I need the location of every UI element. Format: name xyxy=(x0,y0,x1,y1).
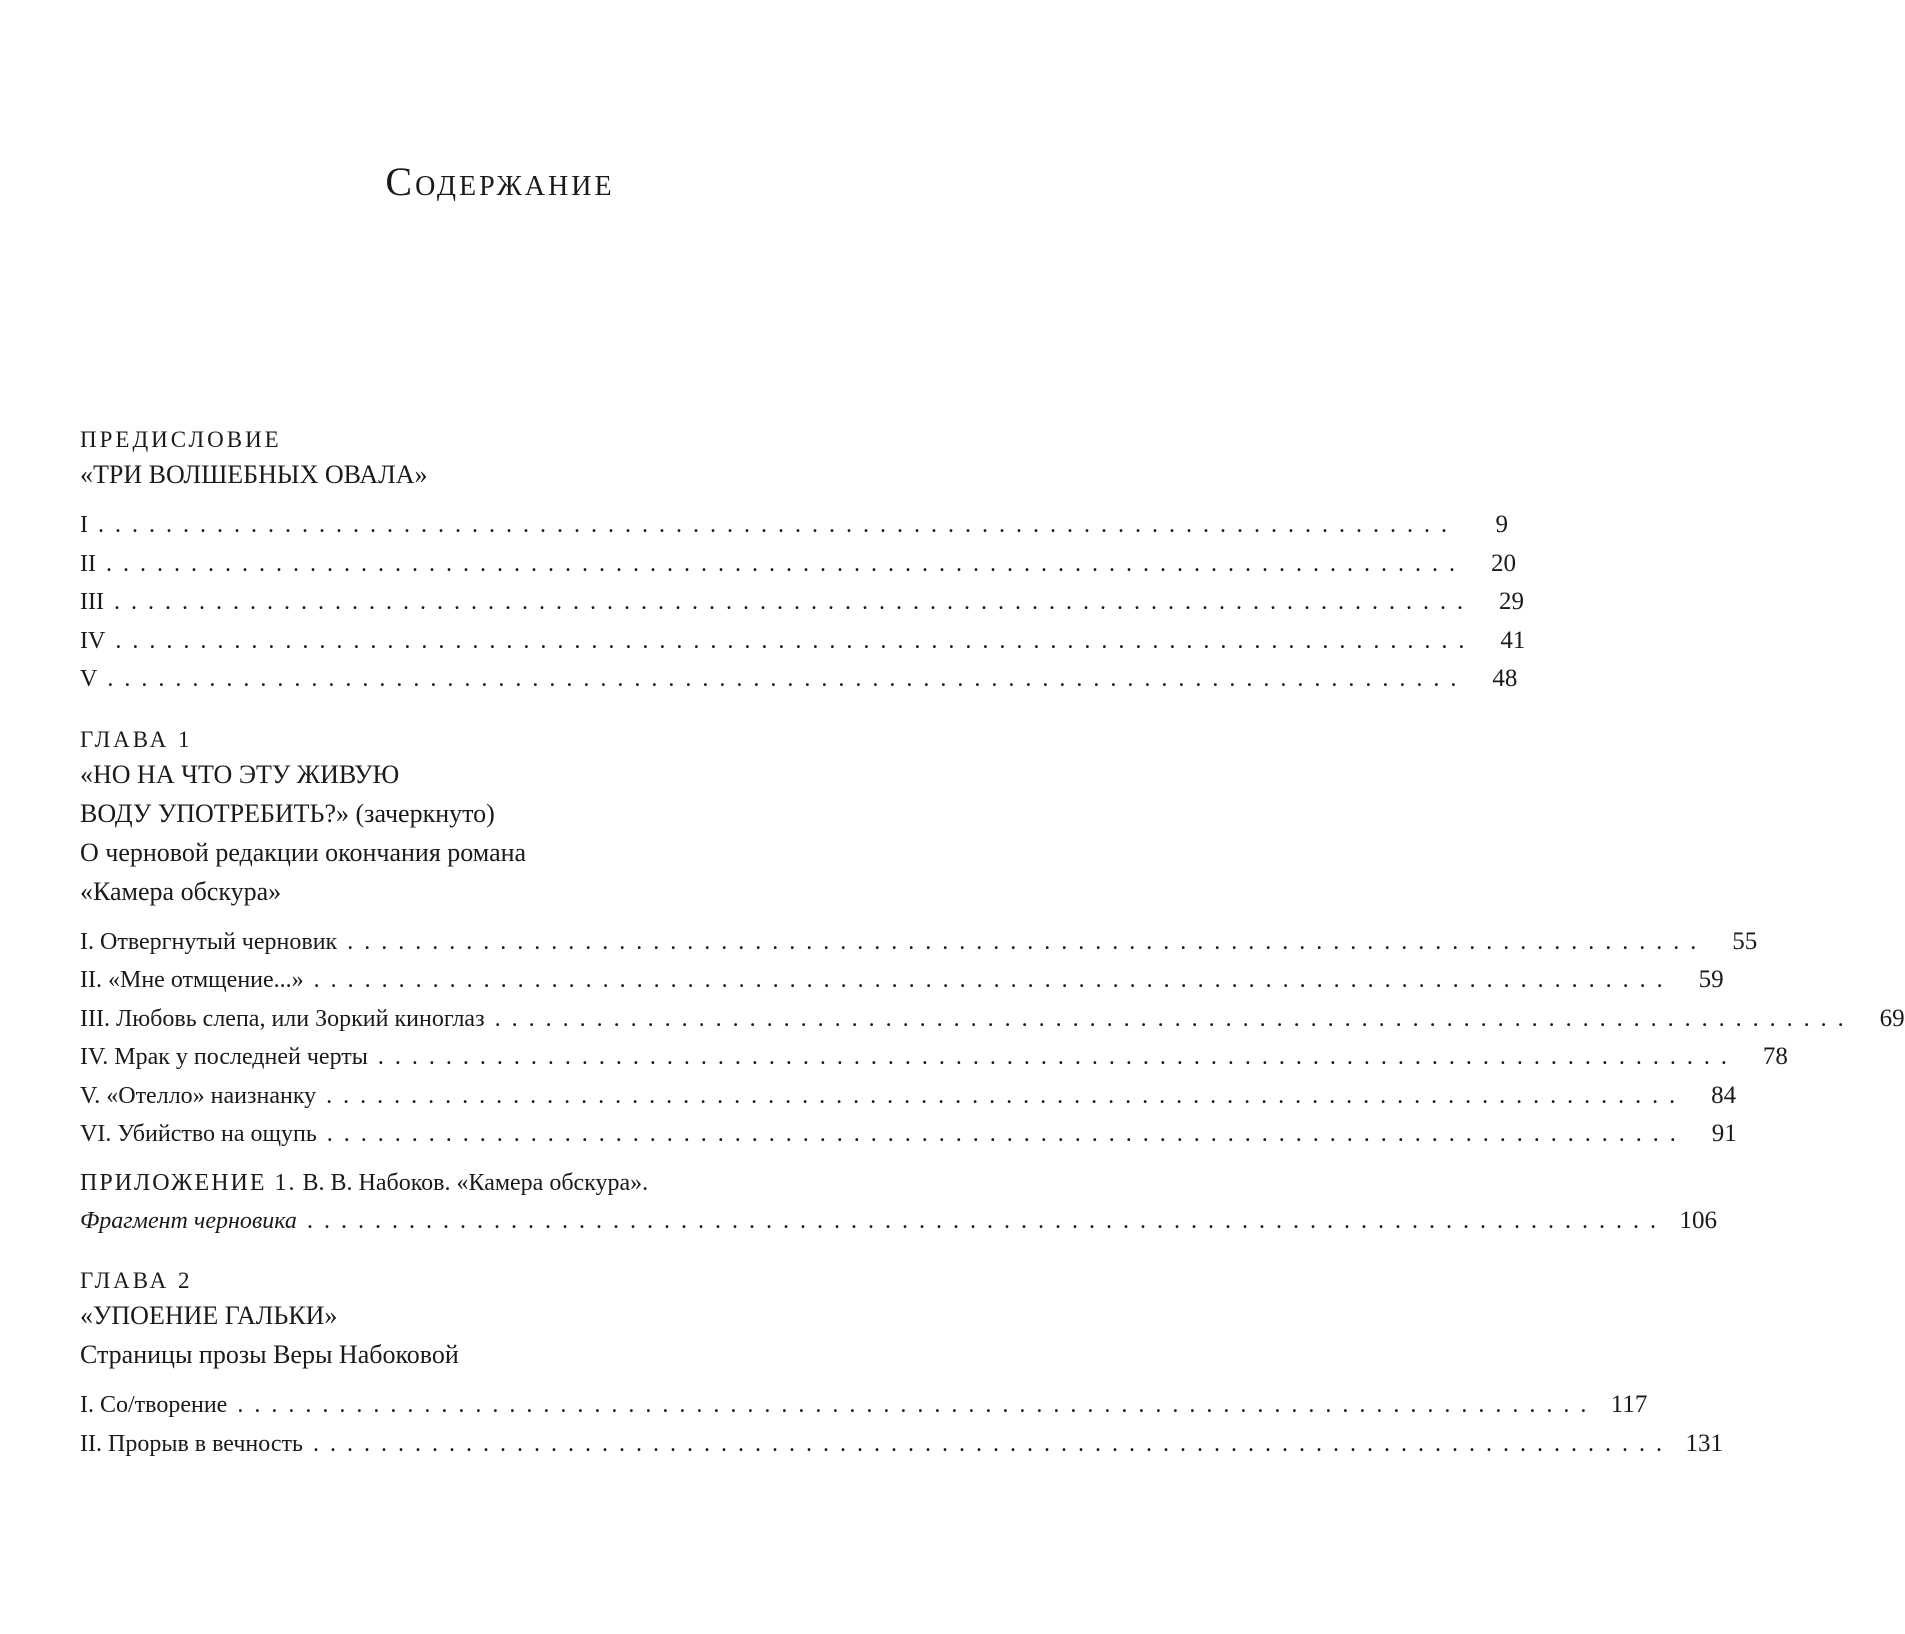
table-of-contents xyxy=(80,425,1905,1463)
entry-page: 48 xyxy=(1492,665,1518,692)
toc-entry[interactable] xyxy=(80,1000,1905,1039)
entry-list xyxy=(80,923,1905,1154)
appendix-title-line xyxy=(80,1164,910,1202)
section-chapter-2 xyxy=(80,1266,1723,1463)
toc-entry[interactable] xyxy=(80,660,1518,699)
entry-page: 91 xyxy=(1711,1120,1737,1147)
dot-leader: ................................................................................ xyxy=(312,1430,1673,1457)
toc-entry[interactable] xyxy=(80,1077,1737,1116)
toc-entry[interactable] xyxy=(80,583,1524,622)
toc-entry[interactable] xyxy=(80,1425,1723,1464)
entry-label: III. Любовь слепа, или Зоркий киноглаз xyxy=(80,1005,485,1032)
toc-entry[interactable] xyxy=(80,622,1526,661)
dot-leader: ................................................................................ xyxy=(313,967,1674,993)
section-chapter-1 xyxy=(80,725,1905,1241)
entry-list xyxy=(80,1386,1723,1463)
section-label: ГЛАВА 1 xyxy=(80,726,193,752)
entry-page: 41 xyxy=(1500,626,1526,654)
appendix-label: ПРИЛОЖЕНИЕ 1. xyxy=(80,1169,297,1196)
entry-page: 84 xyxy=(1711,1081,1737,1109)
dot-leader: ................................................................................ xyxy=(377,1044,1738,1070)
section-title-line: «НО НА ЧТО ЭТУ ЖИВУЮ xyxy=(80,759,400,789)
section-preface xyxy=(80,425,1526,699)
entry-label: I. Отвергнутый черновик xyxy=(80,928,338,955)
page-title: Содержание xyxy=(385,159,615,204)
dot-leader: ................................................................................ xyxy=(107,666,1468,692)
entry-page: 29 xyxy=(1498,588,1524,615)
entry-page: 78 xyxy=(1762,1043,1788,1070)
entry-label: Фрагмент черновика xyxy=(80,1207,297,1234)
entry-label: IV xyxy=(80,627,106,654)
dot-leader: ................................................................................ xyxy=(494,1005,1855,1032)
entry-page: 117 xyxy=(1610,1391,1648,1418)
entry-list xyxy=(80,506,1526,699)
entry-label: V. «Отелло» наизнанку xyxy=(80,1082,317,1109)
toc-entry[interactable] xyxy=(80,923,1758,962)
section-title-line: ВОДУ УПОТРЕБИТЬ?» (зачеркнуто) xyxy=(80,798,495,828)
entry-label: V xyxy=(80,666,98,692)
entry-page: 55 xyxy=(1732,927,1758,955)
section-subtitle-line: «Камера обскура» xyxy=(80,876,282,906)
dot-leader: ................................................................................ xyxy=(326,1121,1687,1147)
entry-label: IV. Мрак у последней черты xyxy=(80,1044,368,1070)
toc-entry xyxy=(80,1202,1717,1241)
section-title: «УПОЕНИЕ ГАЛЬКИ» xyxy=(80,1301,338,1330)
dot-leader: ................................................................................ xyxy=(115,627,1476,654)
entry-page: 20 xyxy=(1490,549,1516,577)
entry-label: I xyxy=(80,512,88,538)
entry-page: 131 xyxy=(1685,1429,1723,1457)
dot-leader: ................................................................................ xyxy=(306,1207,1667,1234)
dot-leader: ................................................................................ xyxy=(113,589,1474,615)
dot-leader: ................................................................................ xyxy=(105,550,1466,577)
entry-page: 9 xyxy=(1495,511,1508,538)
entry-label: II. Прорыв в вечность xyxy=(80,1430,303,1457)
section-subtitle: Страницы прозы Веры Набоковой xyxy=(80,1340,459,1369)
section-label: ГЛАВА 2 xyxy=(80,1268,193,1293)
entry-page: 59 xyxy=(1698,966,1724,993)
toc-entry[interactable] xyxy=(80,1115,1737,1154)
dot-leader: ................................................................................ xyxy=(347,928,1708,955)
section-label: ПРЕДИСЛОВИЕ xyxy=(80,427,282,452)
section-subtitle-line: О черновой редакции окончания романа xyxy=(80,837,527,867)
toc-entry[interactable] xyxy=(80,1038,1788,1077)
toc-entry[interactable] xyxy=(80,506,1508,545)
entry-label: II xyxy=(80,550,96,577)
toc-entry[interactable] xyxy=(80,961,1724,1000)
entry-label: III xyxy=(80,589,104,615)
entry-label: I. Со/творение xyxy=(80,1392,228,1418)
toc-entry[interactable] xyxy=(80,1386,1648,1425)
dot-leader: ................................................................................ xyxy=(237,1392,1598,1418)
section-title: «ТРИ ВОЛШЕБНЫХ ОВАЛА» xyxy=(80,460,428,489)
entry-page: 106 xyxy=(1679,1206,1717,1234)
appendix-entry[interactable] xyxy=(80,1164,1717,1241)
appendix-text: В. В. Набоков. «Камера обскура». xyxy=(302,1169,649,1196)
entry-label: II. «Мне отмщение...» xyxy=(80,967,304,993)
entry-label: VI. Убийство на ощупь xyxy=(80,1121,317,1147)
dot-leader: ................................................................................ xyxy=(98,512,1458,538)
entry-page: 69 xyxy=(1879,1004,1905,1032)
dot-leader: ................................................................................ xyxy=(326,1082,1687,1109)
toc-entry[interactable] xyxy=(80,545,1516,584)
